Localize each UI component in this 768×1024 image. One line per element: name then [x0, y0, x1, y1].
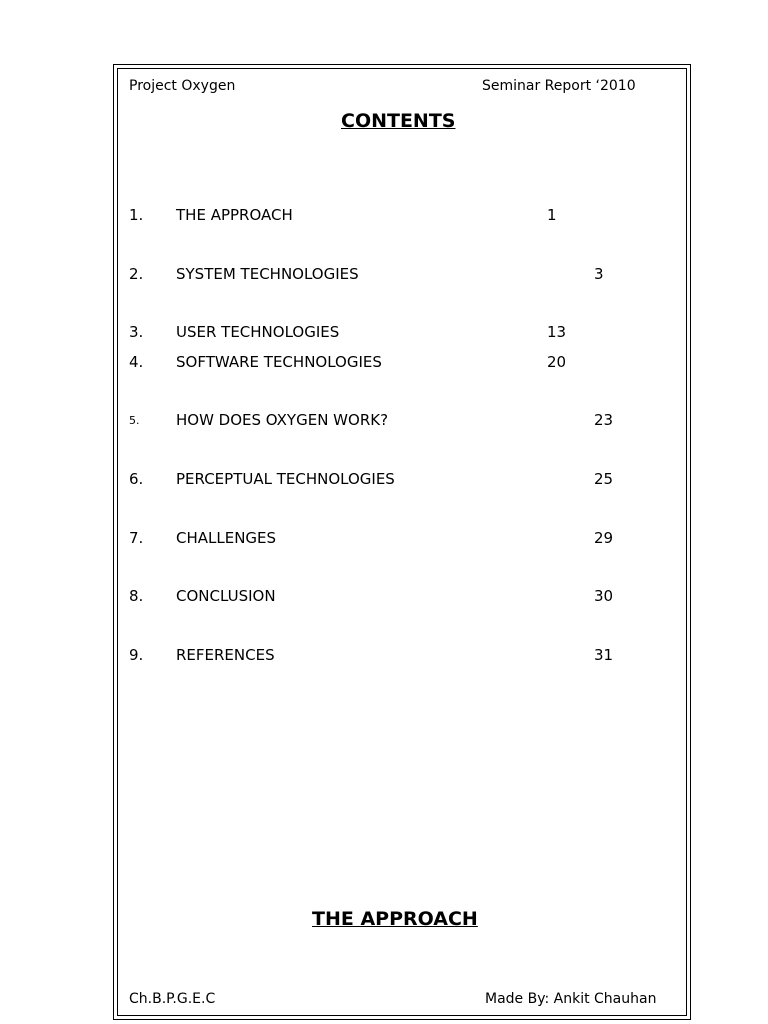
toc-page: 1: [547, 206, 557, 224]
header-project-name: Project Oxygen: [129, 78, 236, 94]
footer-college: Ch.B.P.G.E.C: [129, 991, 216, 1007]
toc-label: USER TECHNOLOGIES: [176, 323, 340, 341]
toc-number: 4.: [129, 353, 144, 371]
toc-label: HOW DOES OXYGEN WORK?: [176, 411, 389, 429]
toc-page: 20: [547, 353, 567, 371]
toc-page: 23: [594, 411, 614, 429]
toc-label: PERCEPTUAL TECHNOLOGIES: [176, 470, 395, 488]
footer-author: Made By: Ankit Chauhan: [485, 991, 657, 1007]
toc-label: SYSTEM TECHNOLOGIES: [176, 265, 359, 283]
toc-page: 3: [594, 265, 604, 283]
toc-number: 3.: [129, 323, 144, 341]
toc-page: 31: [594, 646, 614, 664]
toc-page: 29: [594, 529, 614, 547]
toc-label: CHALLENGES: [176, 529, 277, 547]
header-report-title: Seminar Report ‘2010: [482, 78, 636, 94]
toc-page: 30: [594, 587, 614, 605]
toc-number: 5.: [129, 414, 140, 427]
toc-number: 6.: [129, 470, 144, 488]
toc-number: 8.: [129, 587, 144, 605]
toc-number: 1.: [129, 206, 144, 224]
toc-label: THE APPROACH: [176, 206, 293, 224]
toc-number: 2.: [129, 265, 144, 283]
toc-page: 25: [594, 470, 614, 488]
toc-label: SOFTWARE TECHNOLOGIES: [176, 353, 382, 371]
toc-label: REFERENCES: [176, 646, 275, 664]
contents-heading: CONTENTS: [341, 110, 456, 132]
toc-page: 13: [547, 323, 567, 341]
toc-label: CONCLUSION: [176, 587, 276, 605]
toc-number: 7.: [129, 529, 144, 547]
section-heading: THE APPROACH: [312, 908, 478, 930]
toc-number: 9.: [129, 646, 144, 664]
